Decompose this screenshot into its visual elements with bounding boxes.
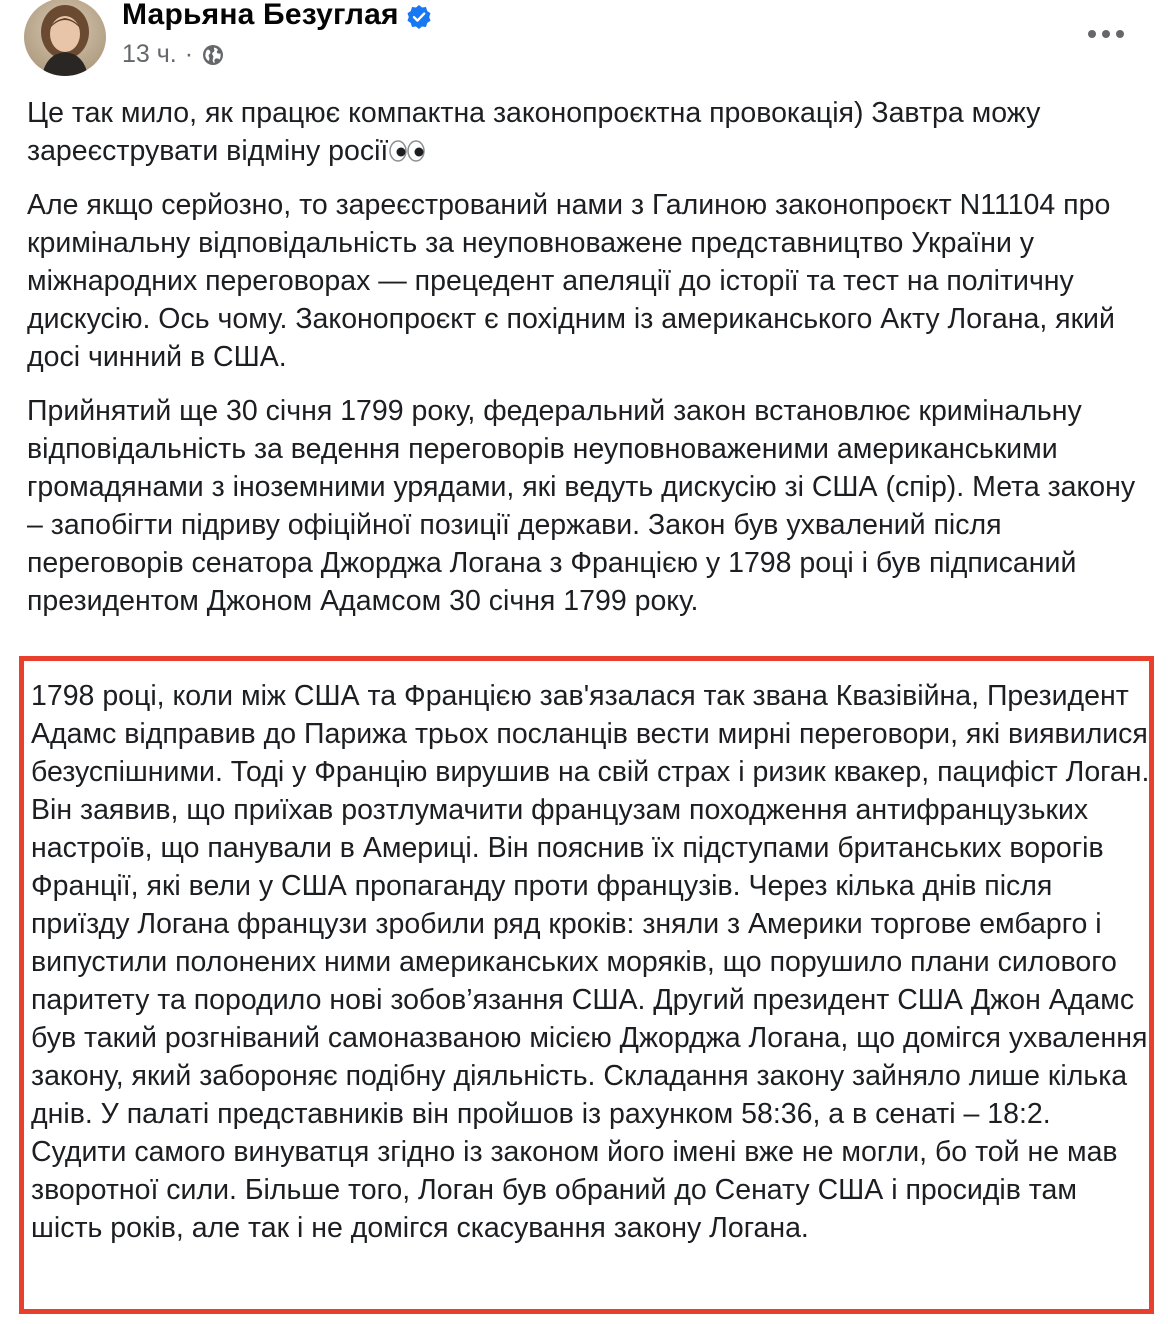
post-time[interactable]: 13 ч. xyxy=(122,40,177,68)
post-meta xyxy=(122,40,225,69)
post-paragraph-2: Але якщо серйозно, то зареєстрований нами з Галиною законопроєкт N11104 про кримінальну відповідальність за неуповноважене представництво України у міжнародних переговорах — прецедент апеляції до історії та тест на політичну дискусію. Ось чому. Законопроєкт є похідним із американського Акту Логана, який досі чинний в США. xyxy=(27,189,1115,373)
meta-separator: · xyxy=(184,40,194,68)
highlighted-paragraph-box xyxy=(19,656,1154,1314)
author-avatar[interactable] xyxy=(24,0,106,76)
post-paragraph-1-text: Це так мило, як працює компактна законопроєктна провокація) Завтра можу зареєструвати відміну росії xyxy=(27,97,1041,167)
post-header xyxy=(0,0,1168,84)
highlighted-paragraph: 1798 році, коли між США та Францією зав'язалася так звана Квазівійна, Президент Адамс відправив до Парижа трьох посланців вести мирні переговори, які виявилися безуспішними. Тоді у Францію вирушив на свій страх і ризик квакер, пацифіст Логан. Він заявив, що приїхав розтлумачити французам походження антифранцузьких настроїв, що панували в Америці. Він пояснив їх підступами британських ворогів Франції, які вели у США пропаганду проти французів. Через кілька днів після приїзду Логана французи зробили ряд кроків: зняли з Америки торгове ембарго і випустили полонених ними американських моряків, що порушило плани силового паритету та породило нові зобов’язання США. Другий президент США Джон Адамс був такий розгніваний самоназваною місією Джорджа Логана, що домігся ухвалення закону, який забороняє подібну діяльність. Складання закону зайняло лише кілька днів. У палаті представників він пройшов із рахунком 58:36, а в сенаті – 18:2. Судити самого винуватця згідно із законом його імені вже не могли, бо той не мав зворотної сили. Більше того, Логан був обраний до Сенату США і просидів там шість років, але так і не домігся скасування закону Логана. xyxy=(31,680,1150,1244)
verified-badge-icon xyxy=(406,4,432,30)
author-name[interactable]: Марьяна Безуглая xyxy=(122,0,399,31)
post-paragraph-3: Прийнятий ще 30 січня 1799 року, федеральний закон встановлює кримінальну відповідальність за ведення переговорів неуповноваженими американськими громадянами з іноземними урядами, які ведуть дискусію зі США (спір). Мета закону – запобігти підриву офіційної позиції держави. Закон був ухвалений після переговорів сенатора Джорджа Логана з Францією у 1798 році і був підписаний президентом Джоном Адамсом 30 січня 1799 року. xyxy=(27,395,1136,617)
eyes-emoji-icon xyxy=(389,140,425,162)
post-body xyxy=(27,94,1147,636)
post-paragraph-1 xyxy=(27,94,1147,170)
more-options-icon[interactable] xyxy=(1086,24,1126,44)
globe-icon xyxy=(201,43,225,67)
